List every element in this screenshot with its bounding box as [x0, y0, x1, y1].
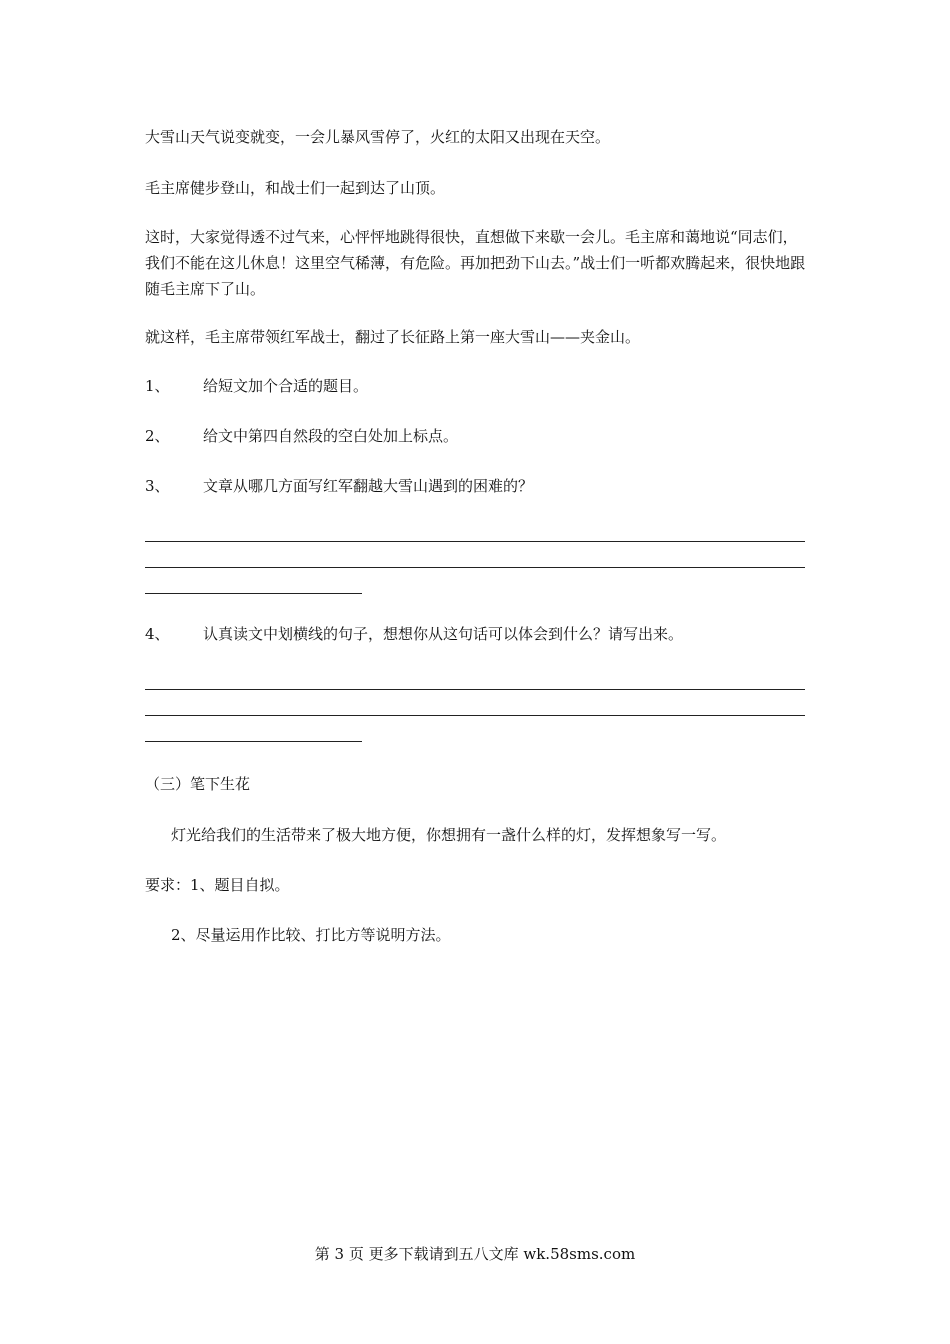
section-heading: （三）笔下生花 [145, 775, 251, 793]
answer-line[interactable] [145, 567, 805, 568]
requirement-1: 要求：1、题目自拟。 [145, 876, 290, 894]
answer-line[interactable] [145, 593, 362, 594]
passage-paragraph-3: 这时，大家觉得透不过气来，心怦怦地跳得很快，直想做下来歇一会儿。毛主席和蔼地说“同志们，我们不能在这儿休息！这里空气稀薄，有危险。再加把劲下山去。”战士们一听都欢腾起来，很快地跟随毛主席下了山。 [145, 228, 806, 298]
question-1 [145, 376, 368, 396]
question-text: 认真读文中划横线的句子，想想你从这句话可以体会到什么？请写出来。 [203, 625, 684, 643]
answer-line[interactable] [145, 541, 805, 542]
writing-prompt: 灯光给我们的生活带来了极大地方便，你想拥有一盏什么样的灯，发挥想象写一写。 [171, 826, 727, 844]
question-number: 4、 [145, 625, 170, 643]
question-number: 1、 [145, 377, 170, 395]
question-text: 文章从哪几方面写红军翻越大雪山遇到的困难的？ [203, 477, 534, 495]
question-text: 给文中第四自然段的空白处加上标点。 [203, 427, 459, 445]
passage-paragraph-4: 就这样，毛主席带领红军战士，翻过了长征路上第一座大雪山——夹金山。 [145, 328, 641, 346]
question-number: 3、 [145, 477, 170, 495]
passage-paragraph-2: 毛主席健步登山，和战士们一起到达了山顶。 [145, 179, 446, 197]
page-footer: 第 3 页 更多下载请到五八文库 wk.58sms.com [314, 1245, 636, 1263]
question-3 [145, 476, 533, 496]
requirement-2: 2、尽量运用作比较、打比方等说明方法。 [171, 926, 451, 944]
answer-line[interactable] [145, 715, 805, 716]
passage-paragraph-1: 大雪山天气说变就变，一会儿暴风雪停了，火红的太阳又出现在天空。 [145, 128, 611, 146]
question-text: 给短文加个合适的题目。 [203, 377, 369, 395]
question-4 [145, 624, 683, 644]
question-number: 2、 [145, 427, 170, 445]
answer-line[interactable] [145, 741, 362, 742]
question-2 [145, 426, 458, 446]
answer-line[interactable] [145, 689, 805, 690]
